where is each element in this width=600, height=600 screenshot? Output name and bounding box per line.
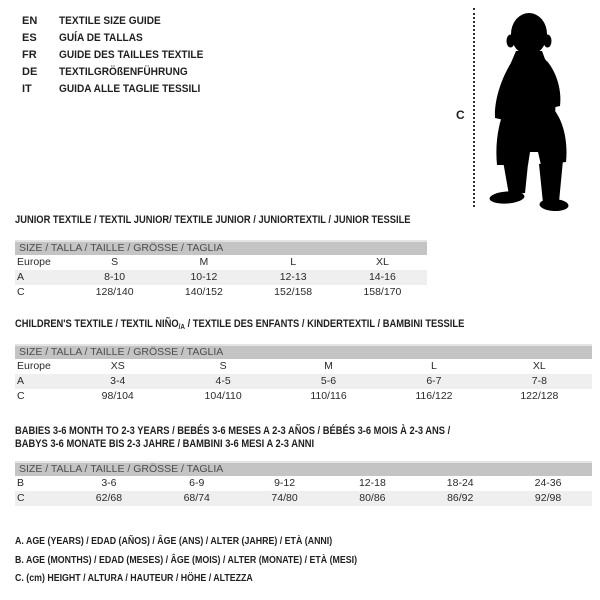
lang-code: DE [22,66,38,78]
height-cell: 86/92 [447,492,474,504]
age-cell: 3-4 [110,375,126,387]
lang-row-fr [22,47,216,64]
row-label: B [17,477,25,489]
childrens-table-title [15,318,592,331]
age-cell: 7-8 [531,375,547,387]
baby-silhouette [483,5,595,212]
lang-code: IT [22,83,32,95]
guide-title-it: GUIDA ALLE TAGLIE TESSILI [59,83,201,95]
height-measure-label: C [456,108,465,122]
title-part: / TEXTILE DES ENFANTS / KINDERTEXTIL / BAMBINI TESSILE [184,318,465,330]
note-age-years: A. AGE (YEARS) / EDAD (AÑOS) / ÂGE (ANS) / ALTER (JAHRE) / ETÀ (ANNI) [15,535,333,547]
row-label: C [17,390,25,402]
height-dotted-line [473,8,475,207]
age-cell: 9-12 [274,477,296,489]
row-label: A [17,375,25,387]
language-title-list [22,13,216,98]
lang-code: FR [22,49,37,61]
row-label: A [17,271,25,283]
size-cell: L [290,256,297,268]
table-row [15,270,427,285]
row-label: C [17,286,25,298]
size-cell: S [219,360,227,372]
guide-title-fr: GUIDE DES TAILLES TEXTILE [59,49,204,61]
height-cell: 122/128 [520,390,559,402]
age-cell: 5-6 [320,375,337,387]
age-cell: 12-18 [358,477,386,489]
guide-title-de: TEXTILGRÖßENFÜHRUNG [59,66,188,78]
age-cell: 4-5 [215,375,231,387]
height-cell: 80/86 [359,492,386,504]
title-subscript: /A [178,322,185,331]
table-row [15,285,427,300]
table-row [15,374,592,389]
table-row [15,389,592,404]
babies-textile-table [15,425,592,506]
height-cell: 158/170 [363,286,402,298]
height-cell: 128/140 [95,286,134,298]
age-cell: 3-6 [101,477,117,489]
age-cell: 8-10 [104,271,126,283]
age-cell: 6-7 [426,375,442,387]
junior-table-title: JUNIOR TEXTILE / TEXTIL JUNIOR/ TEXTILE JUNIOR / JUNIORTEXTIL / JUNIOR TESSILE [15,214,411,226]
age-cell: 12-13 [279,271,307,283]
age-cell: 10-12 [190,271,218,283]
legend-notes [15,532,422,588]
height-cell: 116/122 [415,390,453,402]
guide-title-en: TEXTILE SIZE GUIDE [59,15,161,27]
size-cell: L [431,360,437,372]
height-cell: 110/116 [310,390,347,402]
title-line: BABYS 3-6 MONATE BIS 2-3 JAHRE / BAMBINI 3-6 MESI A 2-3 ANNI [15,438,315,450]
junior-textile-table [15,214,427,300]
babies-table-title [15,425,592,451]
height-cell: 62/68 [95,492,123,504]
height-cell: 74/80 [271,492,298,504]
table-row [15,476,592,491]
table-row [15,491,592,506]
guide-title-es: GUÍA DE TALLAS [59,32,143,44]
age-cell: 18-24 [446,477,474,489]
title-part: CHILDREN'S TEXTILE / TEXTIL NIÑO [15,318,179,330]
size-cell: S [111,256,119,268]
size-cell: XS [110,360,125,372]
lang-row-en [22,13,216,30]
height-cell: 92/98 [534,492,562,504]
row-label: Europe [17,256,51,268]
row-label: Europe [17,360,51,372]
lang-row-de [22,64,216,81]
size-cell: M [324,360,333,372]
lang-code: ES [22,32,37,44]
row-label: C [17,492,25,504]
height-cell: 140/152 [184,286,223,298]
table-row [15,359,592,374]
size-cell: XL [375,256,389,268]
size-header-bar: SIZE / TALLA / TAILLE / GRÖSSE / TAGLIA [15,461,592,476]
age-cell: 14-16 [368,271,396,283]
height-cell: 104/110 [204,390,242,402]
size-cell: XL [532,360,546,372]
age-cell: 24-36 [534,477,562,489]
height-cell: 98/104 [101,390,134,402]
lang-code: EN [22,15,38,27]
childrens-textile-table [15,318,592,404]
table-row [15,255,427,270]
height-cell: 68/74 [183,492,210,504]
size-cell: M [199,256,209,268]
title-line: BABIES 3-6 MONTH TO 2-3 YEARS / BEBÉS 3-6 MESES A 2-3 AÑOS / BÉBÉS 3-6 MOIS À 2-3 ANS / [15,425,451,437]
lang-row-it [22,81,216,98]
age-cell: 6-9 [189,477,205,489]
note-height-cm: C. (cm) HEIGHT / ALTURA / HAUTEUR / HÖHE / ALTEZZA [15,572,253,584]
size-header-bar: SIZE / TALLA / TAILLE / GRÖSSE / TAGLIA [15,344,592,359]
note-age-months: B. AGE (MONTHS) / EDAD (MESES) / ÂGE (MOIS) / ALTER (MONATE) / ETÀ (MESI) [15,553,358,566]
lang-row-es [22,30,216,47]
size-header-bar: SIZE / TALLA / TAILLE / GRÖSSE / TAGLIA [15,240,427,255]
height-cell: 152/158 [274,286,313,298]
